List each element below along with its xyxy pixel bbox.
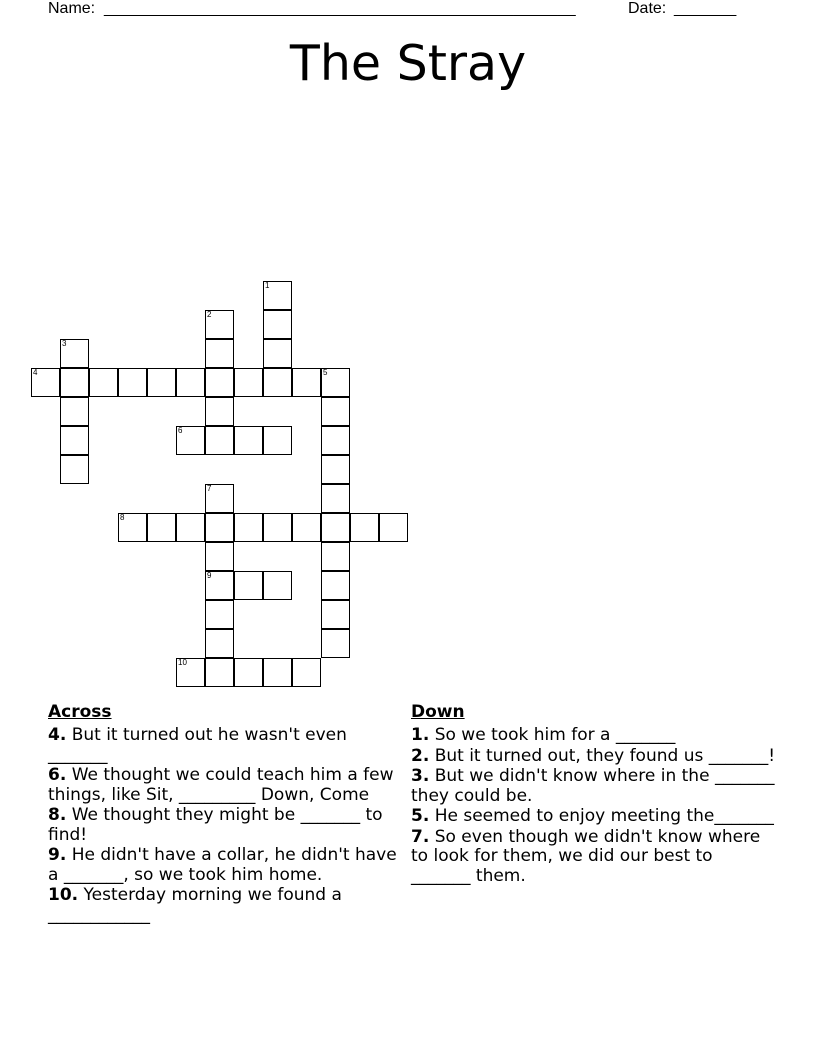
crossword-cell[interactable] <box>60 339 89 368</box>
clue-number-label: 5 <box>323 368 328 377</box>
date-blank[interactable]: _______ <box>674 0 737 17</box>
crossword-cell[interactable] <box>60 368 89 397</box>
clue-text: We thought they might be _______ to find! <box>48 805 383 845</box>
clue-text: But it turned out, they found us _______! <box>434 745 776 766</box>
crossword-cell[interactable] <box>176 513 205 542</box>
clue-across-9 <box>48 846 398 885</box>
crossword-cell[interactable] <box>205 310 234 339</box>
clue-text: So even though we didn't know where to look for them, we did our best to _______ them. <box>411 826 761 886</box>
crossword-cell[interactable] <box>205 571 234 600</box>
clue-number-label: 10 <box>178 658 187 667</box>
crossword-cell[interactable] <box>205 629 234 658</box>
crossword-cell[interactable] <box>263 513 292 542</box>
crossword-cell[interactable] <box>234 426 263 455</box>
crossword-cell[interactable] <box>60 455 89 484</box>
crossword-cell[interactable] <box>321 513 350 542</box>
crossword-cell[interactable] <box>263 658 292 687</box>
crossword-cell[interactable] <box>321 455 350 484</box>
clue-down-1 <box>411 726 776 746</box>
clue-number-label: 8 <box>120 513 125 522</box>
clue-down-2 <box>411 747 776 767</box>
clue-text: Yesterday morning we found a ____________ <box>48 885 342 925</box>
crossword-cell[interactable] <box>321 397 350 426</box>
clue-number: 10. <box>48 885 79 905</box>
crossword-cell[interactable] <box>205 484 234 513</box>
clue-down-7 <box>411 828 776 887</box>
crossword-cell[interactable] <box>176 426 205 455</box>
clue-number: 7. <box>411 826 430 847</box>
crossword-cell[interactable] <box>263 368 292 397</box>
crossword-cell[interactable] <box>176 368 205 397</box>
crossword-cell[interactable] <box>321 484 350 513</box>
crossword-cell[interactable] <box>60 397 89 426</box>
clue-number: 3. <box>411 766 430 786</box>
crossword-cell[interactable] <box>147 513 176 542</box>
clue-text: He seemed to enjoy meeting the_______ <box>434 806 774 826</box>
crossword-cell[interactable] <box>234 368 263 397</box>
crossword-cell[interactable] <box>234 658 263 687</box>
crossword-cell[interactable] <box>263 426 292 455</box>
crossword-cell[interactable] <box>205 542 234 571</box>
crossword-cell[interactable] <box>89 368 118 397</box>
name-label: Name: <box>48 0 96 17</box>
crossword-cell[interactable] <box>205 513 234 542</box>
crossword-cell[interactable] <box>321 542 350 571</box>
clue-across-4 <box>48 726 398 765</box>
crossword-cell[interactable] <box>234 513 263 542</box>
clue-text: So we took him for a _______ <box>434 725 676 745</box>
clue-across-6 <box>48 766 398 805</box>
clue-number-label: 7 <box>207 484 212 493</box>
crossword-cell[interactable] <box>205 426 234 455</box>
clue-down-5 <box>411 807 776 827</box>
clue-text: We thought we could teach him a few things, like Sit, _________ Down, Come <box>48 765 394 805</box>
crossword-cell[interactable] <box>205 339 234 368</box>
clue-number: 9. <box>48 845 67 865</box>
clue-number-label: 9 <box>207 571 212 580</box>
clue-across-10 <box>48 886 398 925</box>
clue-number-label: 2 <box>207 310 212 319</box>
crossword-cell[interactable] <box>321 629 350 658</box>
clue-down-3 <box>411 767 776 806</box>
clue-number-label: 4 <box>33 368 38 377</box>
clue-number: 4. <box>48 725 67 745</box>
crossword-cell[interactable] <box>205 600 234 629</box>
clue-number: 5. <box>411 806 430 826</box>
crossword-cell[interactable] <box>263 571 292 600</box>
crossword-cell[interactable] <box>205 658 234 687</box>
crossword-cell[interactable] <box>205 368 234 397</box>
crossword-cell[interactable] <box>292 513 321 542</box>
crossword-cell[interactable] <box>263 310 292 339</box>
crossword-cell[interactable] <box>176 658 205 687</box>
clue-number: 8. <box>48 805 67 825</box>
crossword-cell[interactable] <box>263 281 292 310</box>
crossword-cell[interactable] <box>321 600 350 629</box>
crossword-cell[interactable] <box>234 571 263 600</box>
crossword-cell[interactable] <box>205 397 234 426</box>
crossword-cell[interactable] <box>147 368 176 397</box>
down-clues <box>411 702 776 887</box>
page-title: The Stray <box>289 35 527 92</box>
clue-number: 6. <box>48 765 67 785</box>
crossword-cell[interactable] <box>31 368 60 397</box>
crossword-cell[interactable] <box>292 368 321 397</box>
crossword-cell[interactable] <box>118 368 147 397</box>
crossword-cell[interactable] <box>118 513 147 542</box>
date-label: Date: <box>628 0 667 17</box>
name-blank[interactable]: _____________________________________________________ <box>104 0 576 17</box>
down-heading: Down <box>411 702 465 722</box>
clue-number-label: 1 <box>265 281 270 290</box>
crossword-cell[interactable] <box>321 368 350 397</box>
crossword-cell[interactable] <box>263 339 292 368</box>
clue-text: He didn't have a collar, he didn't have a _______, so we took him home. <box>48 845 397 885</box>
clue-number-label: 6 <box>178 426 183 435</box>
clue-number: 2. <box>411 745 430 766</box>
crossword-cell[interactable] <box>321 426 350 455</box>
clue-text: But we didn't know where in the _______ they could be. <box>411 766 775 806</box>
crossword-cell[interactable] <box>350 513 379 542</box>
clue-number-label: 3 <box>62 339 67 348</box>
clue-across-8 <box>48 806 398 845</box>
across-clues <box>48 702 398 926</box>
across-heading: Across <box>48 702 112 722</box>
crossword-cell[interactable] <box>321 571 350 600</box>
clue-number: 1. <box>411 725 430 745</box>
crossword-cell[interactable] <box>379 513 408 542</box>
crossword-cell[interactable] <box>60 426 89 455</box>
crossword-cell[interactable] <box>292 658 321 687</box>
clue-text: But it turned out he wasn't even _______ <box>48 725 347 765</box>
